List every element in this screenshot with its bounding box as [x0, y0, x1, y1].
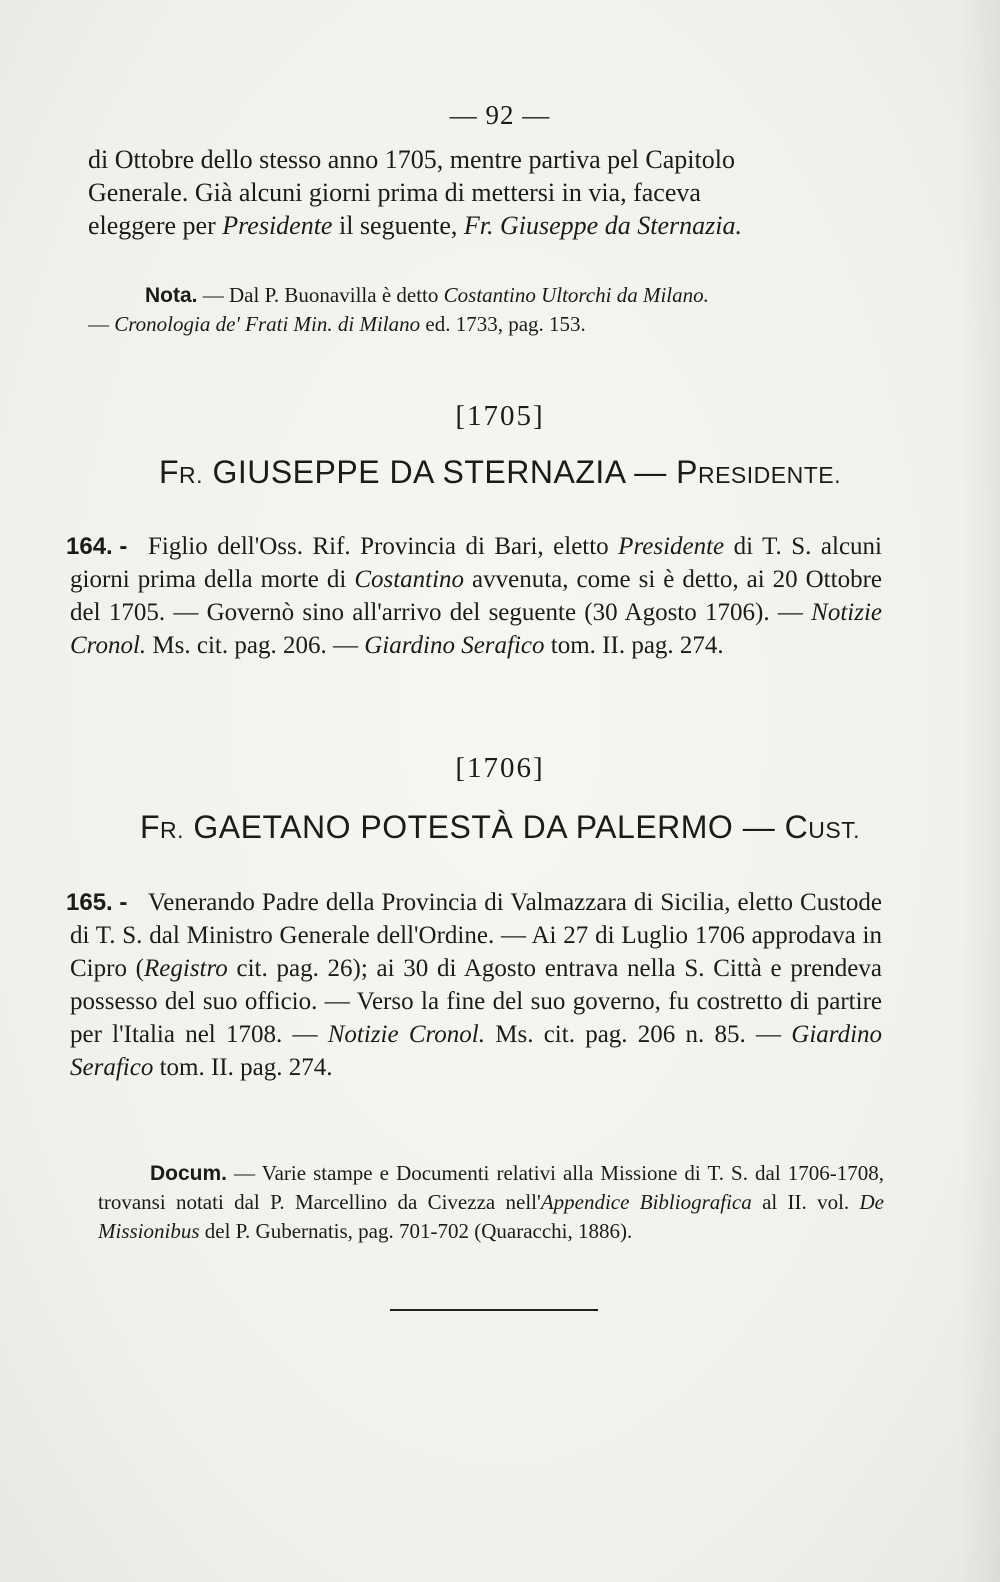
- docum-note: [98, 1159, 884, 1246]
- nota-label: Nota.: [145, 284, 198, 307]
- section-heading-165: [0, 809, 1000, 846]
- entry-number: 165. -: [66, 889, 128, 916]
- entry-italic: Giardino Serafico: [364, 632, 545, 659]
- entry-italic: Giardino Serafico: [70, 1021, 883, 1081]
- continuation-text: eleggere per: [88, 211, 223, 240]
- entry-text-part: Ms. cit. pag. 206. —: [146, 632, 365, 659]
- page-number: — 92 —: [449, 100, 551, 130]
- entry-text-part: tom. II. pag. 274.: [544, 632, 724, 659]
- page-edge-shadow: [960, 0, 1000, 1582]
- heading-text: C: [784, 809, 809, 845]
- nota-note-line-2: [88, 310, 880, 339]
- nota-text: —: [88, 312, 115, 336]
- year-heading-1706: [1706]: [455, 752, 545, 784]
- docum-italic: Appendice Bibliografica: [540, 1190, 752, 1214]
- entry-text-part: avvenuta, come si è detto, ai 20 Ottobre del 1705. — Governò sino all'arrivo del seguente (30 Agosto 1706). —: [70, 566, 882, 626]
- heading-text: F: [139, 809, 160, 845]
- continuation-line-2: Generale. Già alcuni giorni prima di mettersi in via, faceva: [88, 178, 701, 207]
- nota-text: ed. 1733, pag. 153.: [420, 312, 586, 336]
- entry-text: [70, 886, 882, 1084]
- heading-smallcaps: R.: [160, 817, 184, 843]
- entry-text-part: Ms. cit. pag. 206 n. 85. —: [485, 1021, 792, 1048]
- entry-number: 164. -: [66, 533, 128, 560]
- heading-name: GAETANO POTESTÀ DA PALERMO —: [184, 809, 785, 845]
- nota-note: [145, 281, 880, 310]
- nota-text: — Dal P. Buonavilla è detto: [197, 283, 444, 307]
- docum-italic: De Missionibus: [98, 1190, 884, 1243]
- docum-text: del P. Gubernatis, pag. 701-702 (Quaracchi, 1886).: [199, 1219, 633, 1243]
- entry-165: [66, 886, 883, 1084]
- docum-text: al II. vol.: [751, 1190, 860, 1214]
- heading-name: GIUSEPPE DA STERNAZIA —: [203, 454, 677, 490]
- entry-italic: Notizie Cronol.: [327, 1021, 486, 1048]
- continuation-text: il seguente,: [332, 211, 464, 240]
- entry-text-part: Venerando Padre della Provincia di Valmazzara di Sicilia, eletto Custode di T. S. dal Ministro Generale dell'Ordine. — Ai 27 di Luglio 1706 approdava in Cipro (: [70, 889, 882, 982]
- entry-164: [66, 530, 882, 662]
- entry-text-part: tom. II. pag. 274.: [153, 1054, 333, 1081]
- year-heading-1705: [1705]: [455, 400, 545, 432]
- closing-rule: [390, 1309, 598, 1311]
- entry-text-part: Figlio dell'Oss. Rif. Provincia di Bari, eletto: [148, 533, 619, 560]
- entry-text: [70, 530, 882, 662]
- entry-text-part: cit. pag. 26); ai 30 di Agosto entrava nella S. Città e prendeva possesso del suo officio. — Verso la fine del suo governo, fu costretto di partire per l'Italia nel 1708. —: [70, 955, 882, 1048]
- heading-smallcaps: R.: [179, 462, 204, 488]
- continuation-line-3: [88, 209, 880, 242]
- continuation-paragraph: [88, 143, 880, 242]
- docum-text: — Varie stampe e Documenti relativi alla Missione di T. S. dal 1706-1708, trovansi notati dal P. Marcellino da Civezza nell': [98, 1161, 884, 1214]
- nota-italic: Cronologia de' Frati Min. di Milano: [114, 312, 421, 336]
- continuation-italic: Presidente: [222, 211, 333, 240]
- nota-italic: Costantino Ultorchi da Milano.: [443, 283, 709, 307]
- entry-text-part: di T. S. alcuni giorni prima della morte di: [70, 533, 882, 593]
- continuation-italic: Fr. Giuseppe da Sternazia.: [463, 211, 742, 240]
- entry-italic: Registro: [144, 955, 228, 982]
- heading-text: F: [159, 454, 180, 490]
- heading-smallcaps: RESIDENTE.: [697, 462, 841, 488]
- continuation-line-1: di Ottobre dello stesso anno 1705, mentre partiva pel Capitolo: [88, 145, 735, 174]
- entry-italic: Costantino: [354, 566, 465, 593]
- section-heading-164: [0, 454, 1000, 491]
- heading-text: P: [676, 454, 698, 490]
- docum-label: Docum.: [150, 1162, 228, 1185]
- heading-smallcaps: UST.: [808, 817, 861, 843]
- entry-italic: Presidente: [618, 533, 725, 560]
- entry-italic: Notizie Cronol.: [70, 599, 882, 659]
